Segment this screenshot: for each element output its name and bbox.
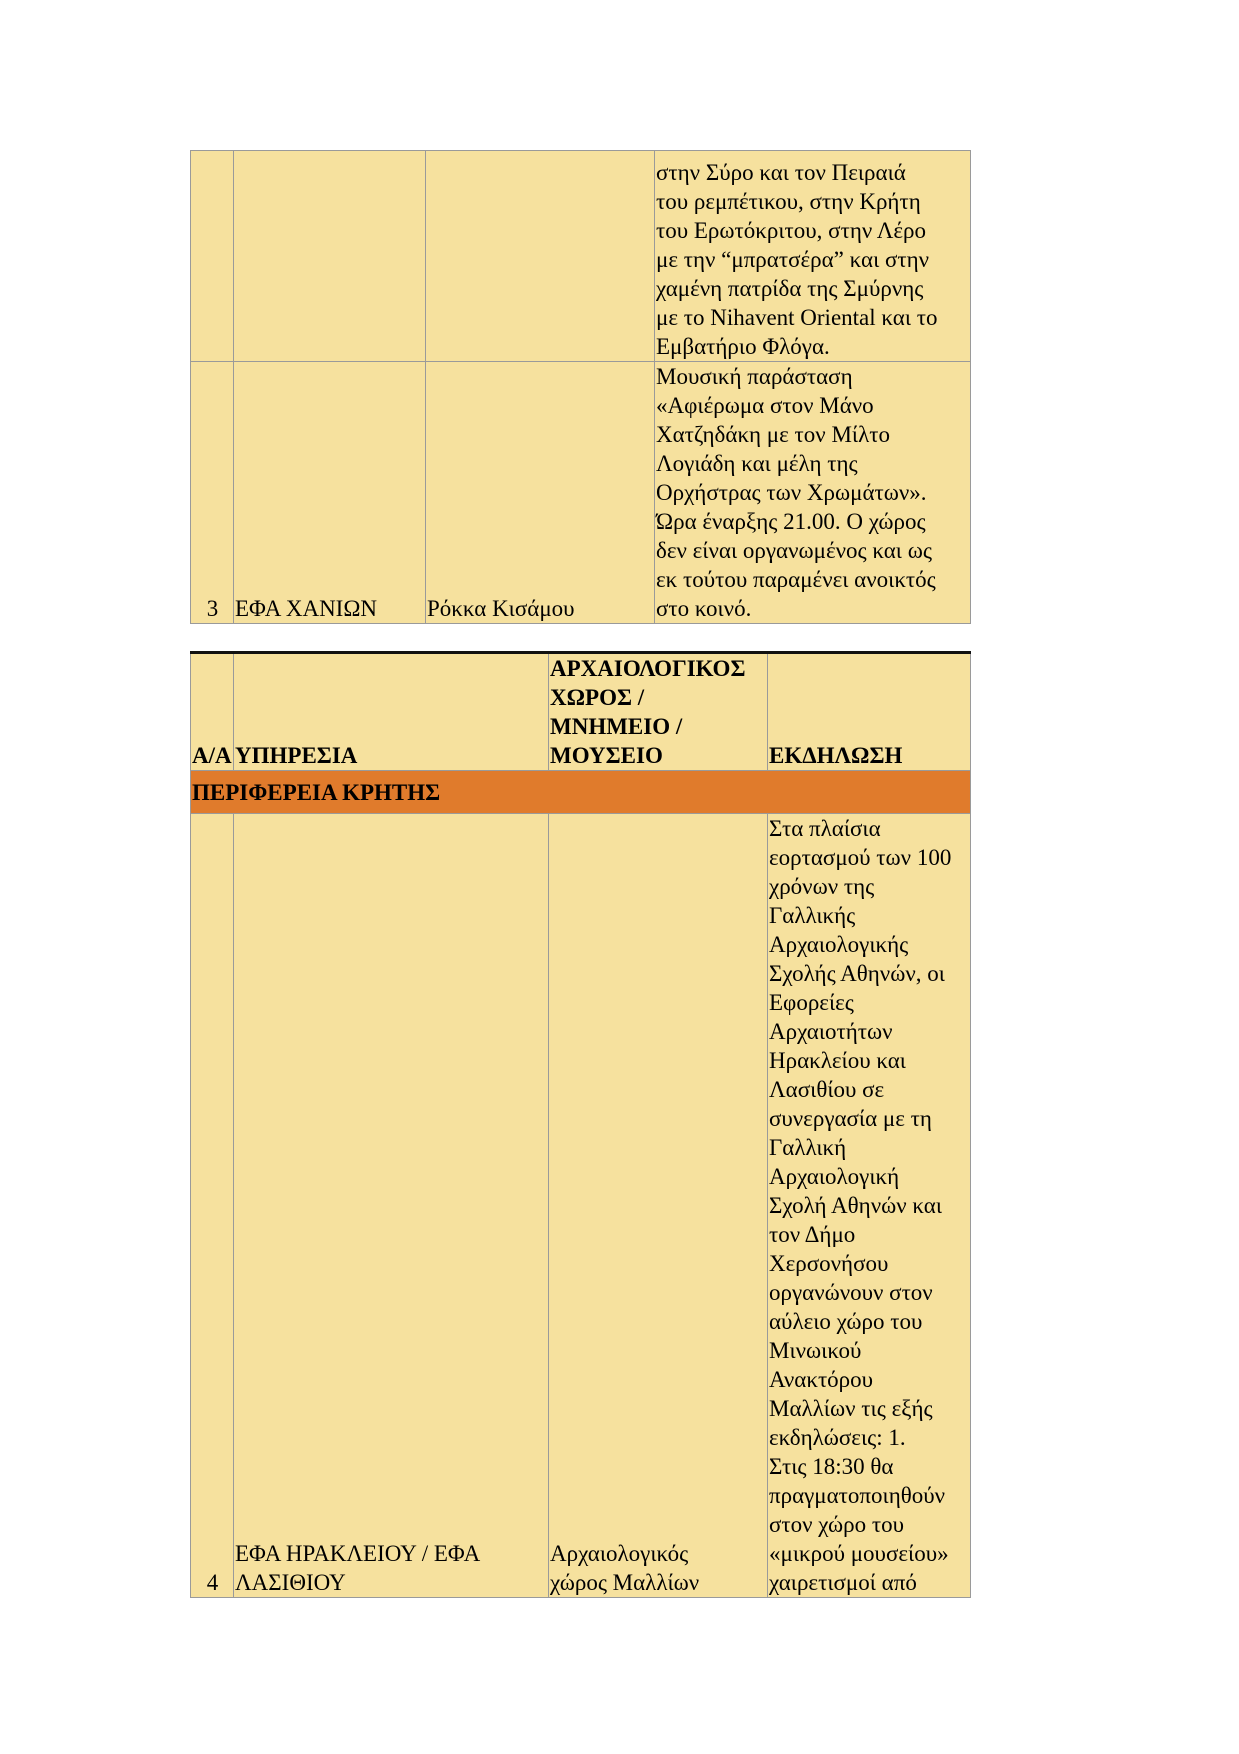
- event-cell: [655, 362, 971, 624]
- region-cell: ΠΕΡΙΦΕΡΕΙΑ ΚΡΗΤΗΣ: [191, 771, 971, 814]
- header-event: ΕΚΔΗΛΩΣΗ: [768, 653, 971, 771]
- site-cell: [426, 151, 655, 362]
- row-number-cell: 3: [191, 362, 234, 624]
- event-text: Στα πλαίσια εορτασμού των 100 χρόνων της Γαλλικής Αρχαιολογικής Σχολής Αθηνών, οι Εφορείες Αρχαιοτήτων Ηρακλείου και Λασιθίου σε συνεργασία με τη Γαλλική Αρχαιολογική Σχολή Αθηνών και τον Δήμο Χερσονήσου οργανώνουν στον αύλειο χώρο του Μινωικού Ανακτόρου Μαλλίων τις εξής εκδηλώσεις: 1. Στις 18:30 θα πραγματοποιηθούν στον χώρο του «μικρού μουσείου» χαιρετισμοί από: [769, 816, 952, 1595]
- table-row: [191, 362, 971, 624]
- service-cell: [234, 814, 549, 1598]
- row-number-cell: 4: [191, 814, 234, 1598]
- events-table: [190, 651, 971, 1598]
- table-header-row: [191, 653, 971, 771]
- service-cell: ΕΦΑ ΧΑΝΙΩΝ: [234, 362, 426, 624]
- event-text: Μουσική παράσταση «Αφιέρωμα στον Μάνο Χατζηδάκη με τον Μίλτο Λογιάδη και μέλη της Ορχήστρας των Χρωμάτων». Ώρα έναρξης 21.00. Ο χώρος δεν είναι οργανωμένος και ως εκ τούτου παραμένει ανοικτός στο κοινό.: [656, 364, 936, 621]
- table-row: [191, 814, 971, 1598]
- row-number-cell: [191, 151, 234, 362]
- event-text: στην Σύρο και τον Πειραιά του ρεμπέτικου, στην Κρήτη του Ερωτόκριτου, στην Λέρο με την “μπρατσέρα” και στην χαμένη πατρίδα της Σμύρνης με το Nihavent Oriental και το Εμβατήριο Φλόγα.: [656, 160, 938, 359]
- table-row: [191, 151, 971, 362]
- service-text: ΕΦΑ ΗΡΑΚΛΕΙΟΥ / ΕΦΑ ΛΑΣΙΘΙΟΥ: [235, 1541, 481, 1595]
- site-text: Αρχαιολογικός χώρος Μαλλίων: [550, 1541, 700, 1595]
- header-service: ΥΠΗΡΕΣΙΑ: [234, 653, 549, 771]
- event-cell: [768, 814, 971, 1598]
- header-site-text: ΑΡΧΑΙΟΛΟΓΙΚΟΣ ΧΩΡΟΣ / ΜΝΗΜΕΙΟ / ΜΟΥΣΕΙΟ: [550, 656, 746, 768]
- header-site: [549, 653, 768, 771]
- site-cell: Ρόκκα Κισάμου: [426, 362, 655, 624]
- region-row: [191, 771, 971, 814]
- header-number: Α/Α: [191, 653, 234, 771]
- service-cell: [234, 151, 426, 362]
- event-cell: [655, 151, 971, 362]
- events-table-continued: [190, 150, 971, 624]
- site-cell: [549, 814, 768, 1598]
